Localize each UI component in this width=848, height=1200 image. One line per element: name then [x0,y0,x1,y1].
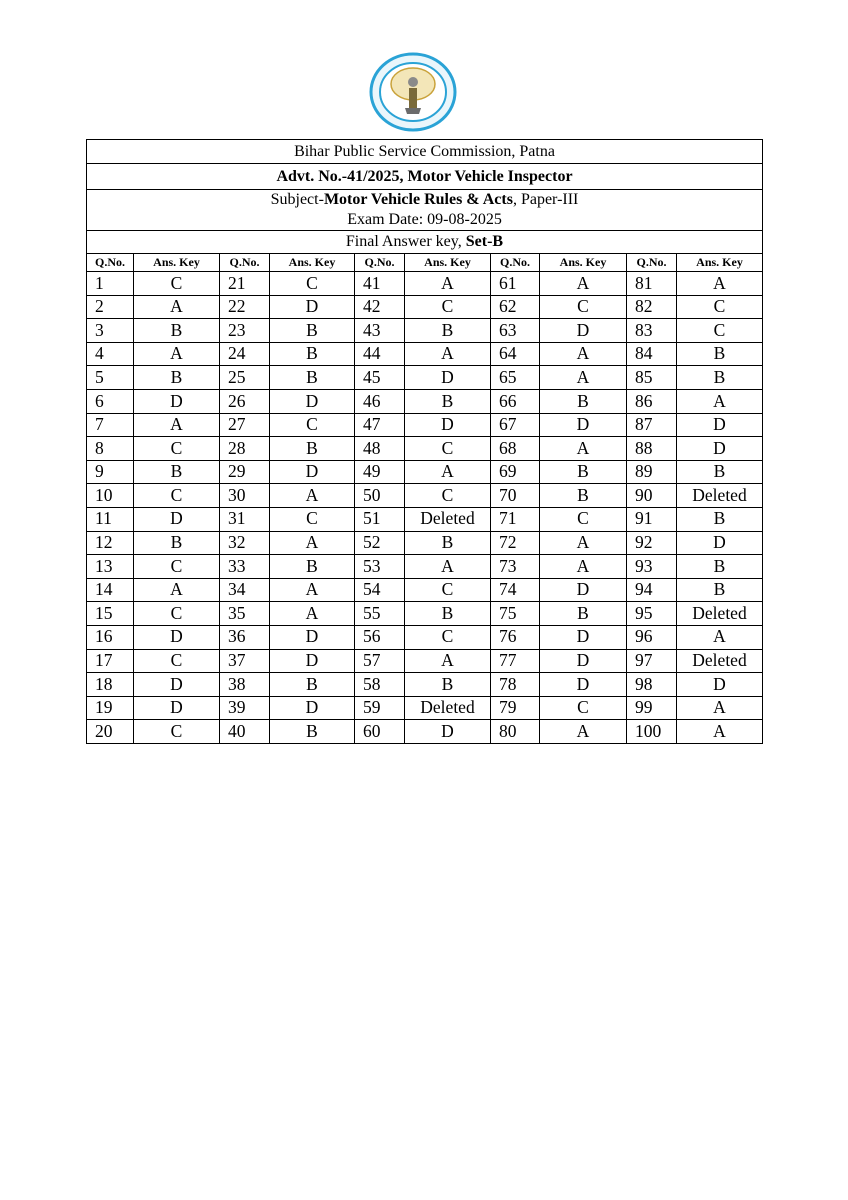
answer-key: Deleted [677,484,763,508]
table-row [87,413,763,437]
answer-key: D [270,295,355,319]
question-number: 62 [491,295,540,319]
question-number: 92 [627,531,677,555]
answer-key: B [540,484,627,508]
answer-key: D [270,625,355,649]
question-number: 87 [627,413,677,437]
table-row [87,319,763,343]
answer-key: A [134,342,220,366]
question-number: 98 [627,673,677,697]
question-number: 43 [355,319,405,343]
answer-key: D [540,673,627,697]
table-row [87,555,763,579]
subject-prefix: Subject- [270,191,324,208]
answer-key: B [270,720,355,744]
question-number: 76 [491,625,540,649]
question-number: 11 [87,507,134,531]
question-number: 71 [491,507,540,531]
question-number: 2 [87,295,134,319]
answer-key: B [270,319,355,343]
answer-key: C [540,696,627,720]
question-number: 79 [491,696,540,720]
question-number: 3 [87,319,134,343]
table-row [87,272,763,296]
answer-key: A [540,366,627,390]
org-title: Bihar Public Service Commission, Patna [87,140,763,164]
question-number: 63 [491,319,540,343]
subject-line [87,190,763,211]
question-number: 85 [627,366,677,390]
question-number: 68 [491,437,540,461]
answer-key: Deleted [677,649,763,673]
answer-key: A [540,531,627,555]
question-number: 65 [491,366,540,390]
table-row [87,366,763,390]
question-number: 41 [355,272,405,296]
answer-key: D [540,319,627,343]
question-number: 30 [220,484,270,508]
answer-key: D [134,673,220,697]
answer-key: B [677,555,763,579]
question-number: 6 [87,389,134,413]
table-row [87,531,763,555]
question-number: 18 [87,673,134,697]
col-header-qno: Q.No. [491,254,540,272]
answer-key: A [405,649,491,673]
answer-key: A [540,272,627,296]
answer-key: B [540,602,627,626]
col-header-ans-key: Ans. Key [270,254,355,272]
question-number: 95 [627,602,677,626]
question-number: 17 [87,649,134,673]
answer-key: A [677,625,763,649]
question-number: 20 [87,720,134,744]
answer-key: B [270,673,355,697]
question-number: 81 [627,272,677,296]
answer-key: Deleted [677,602,763,626]
question-number: 99 [627,696,677,720]
table-row [87,578,763,602]
table-row [87,625,763,649]
table-row [87,673,763,697]
answer-key: D [540,413,627,437]
question-number: 27 [220,413,270,437]
question-number: 94 [627,578,677,602]
answer-key: C [540,507,627,531]
answer-key: B [134,366,220,390]
question-number: 7 [87,413,134,437]
col-header-ans-key: Ans. Key [677,254,763,272]
question-number: 38 [220,673,270,697]
question-number: 9 [87,460,134,484]
answer-key: C [405,437,491,461]
answer-key: B [270,366,355,390]
question-number: 39 [220,696,270,720]
answer-key: A [540,342,627,366]
question-number: 50 [355,484,405,508]
answer-key: A [405,272,491,296]
answer-key: A [270,484,355,508]
question-number: 25 [220,366,270,390]
answer-key: A [134,413,220,437]
answer-key: D [405,366,491,390]
answer-key: Deleted [405,696,491,720]
answer-key: A [540,555,627,579]
question-number: 36 [220,625,270,649]
subject-suffix: , Paper-III [512,191,579,208]
question-number: 16 [87,625,134,649]
answer-key: Deleted [405,507,491,531]
question-number: 78 [491,673,540,697]
answer-key: B [677,578,763,602]
answer-key: B [677,460,763,484]
answer-key: B [405,389,491,413]
answer-key: B [540,460,627,484]
question-number: 84 [627,342,677,366]
answer-key: A [405,555,491,579]
answer-key: D [270,460,355,484]
table-row [87,484,763,508]
question-number: 100 [627,720,677,744]
question-number: 72 [491,531,540,555]
table-row [87,389,763,413]
answer-key: A [677,389,763,413]
table-row [87,460,763,484]
question-number: 46 [355,389,405,413]
bpsc-seal-icon [369,52,457,132]
answer-key: B [540,389,627,413]
question-number: 45 [355,366,405,390]
question-number: 64 [491,342,540,366]
question-number: 89 [627,460,677,484]
answer-key: D [270,389,355,413]
question-number: 5 [87,366,134,390]
answer-key: B [270,437,355,461]
answer-key: A [134,295,220,319]
question-number: 14 [87,578,134,602]
answer-key: C [405,484,491,508]
answer-key: C [134,602,220,626]
answer-key: A [270,531,355,555]
table-row [87,602,763,626]
answer-key: D [677,673,763,697]
answer-key: D [134,389,220,413]
question-number: 44 [355,342,405,366]
answer-key: A [540,437,627,461]
answer-key: B [134,460,220,484]
table-row [87,342,763,366]
answer-key: C [405,295,491,319]
answer-key: B [134,531,220,555]
answer-key: B [405,673,491,697]
answer-key: C [405,578,491,602]
col-header-qno: Q.No. [220,254,270,272]
table-row [87,295,763,319]
question-number: 1 [87,272,134,296]
question-number: 42 [355,295,405,319]
question-number: 49 [355,460,405,484]
answer-key: C [134,484,220,508]
answer-key: D [540,578,627,602]
column-header-row [87,254,763,272]
answer-key: A [677,696,763,720]
question-number: 93 [627,555,677,579]
question-number: 4 [87,342,134,366]
question-number: 59 [355,696,405,720]
question-number: 75 [491,602,540,626]
question-number: 23 [220,319,270,343]
answer-key: B [405,319,491,343]
col-header-qno: Q.No. [627,254,677,272]
answer-key: D [134,625,220,649]
answer-key-set [87,231,763,254]
question-number: 8 [87,437,134,461]
answer-key: B [405,531,491,555]
answer-key: D [405,413,491,437]
question-number: 35 [220,602,270,626]
answer-key: A [405,342,491,366]
question-number: 53 [355,555,405,579]
question-number: 26 [220,389,270,413]
question-number: 10 [87,484,134,508]
question-number: 88 [627,437,677,461]
answer-key: B [405,602,491,626]
question-number: 40 [220,720,270,744]
question-number: 58 [355,673,405,697]
answer-key: D [405,720,491,744]
question-number: 32 [220,531,270,555]
question-number: 54 [355,578,405,602]
question-number: 67 [491,413,540,437]
question-number: 47 [355,413,405,437]
table-row [87,649,763,673]
question-number: 60 [355,720,405,744]
question-number: 70 [491,484,540,508]
answer-key: A [677,720,763,744]
question-number: 19 [87,696,134,720]
answer-key: C [677,295,763,319]
answer-key: A [270,602,355,626]
question-number: 55 [355,602,405,626]
question-number: 31 [220,507,270,531]
col-header-qno: Q.No. [355,254,405,272]
question-number: 83 [627,319,677,343]
question-number: 82 [627,295,677,319]
answer-key: B [270,342,355,366]
question-number: 12 [87,531,134,555]
table-row [87,507,763,531]
answer-key: B [134,319,220,343]
answer-key: A [134,578,220,602]
question-number: 37 [220,649,270,673]
answer-key: D [270,649,355,673]
set-label: Set-B [465,233,504,250]
answer-key: C [270,413,355,437]
question-number: 97 [627,649,677,673]
answer-key: D [270,696,355,720]
question-number: 77 [491,649,540,673]
answer-key: C [677,319,763,343]
col-header-ans-key: Ans. Key [134,254,220,272]
answer-key: C [134,555,220,579]
table-row [87,696,763,720]
answer-key: D [677,531,763,555]
question-number: 34 [220,578,270,602]
advertisement-title: Advt. No.-41/2025, Motor Vehicle Inspector [87,164,763,190]
answer-key: C [134,649,220,673]
question-number: 29 [220,460,270,484]
answer-key: D [677,413,763,437]
answer-key: D [677,437,763,461]
question-number: 28 [220,437,270,461]
question-number: 66 [491,389,540,413]
answer-key: D [134,507,220,531]
answer-key: C [134,720,220,744]
answer-key: A [270,578,355,602]
col-header-ans-key: Ans. Key [405,254,491,272]
question-number: 73 [491,555,540,579]
question-number: 48 [355,437,405,461]
question-number: 61 [491,272,540,296]
question-number: 24 [220,342,270,366]
answer-key: A [405,460,491,484]
question-number: 69 [491,460,540,484]
table-row [87,720,763,744]
answer-key: B [677,342,763,366]
answer-key: C [270,507,355,531]
answer-key: A [677,272,763,296]
col-header-qno: Q.No. [87,254,134,272]
col-header-ans-key: Ans. Key [540,254,627,272]
answer-key: B [677,507,763,531]
question-number: 80 [491,720,540,744]
table-row [87,437,763,461]
question-number: 56 [355,625,405,649]
question-number: 57 [355,649,405,673]
subject-name: Motor Vehicle Rules & Acts [323,191,513,208]
question-number: 96 [627,625,677,649]
question-number: 22 [220,295,270,319]
answer-key: D [540,625,627,649]
answer-key-table [86,139,763,744]
answer-key: C [134,437,220,461]
question-number: 90 [627,484,677,508]
answer-key: D [540,649,627,673]
answer-key: C [134,272,220,296]
answer-key: B [677,366,763,390]
question-number: 13 [87,555,134,579]
question-number: 33 [220,555,270,579]
answer-key: C [270,272,355,296]
question-number: 21 [220,272,270,296]
answer-key: C [405,625,491,649]
question-number: 52 [355,531,405,555]
question-number: 15 [87,602,134,626]
answer-key: D [134,696,220,720]
exam-date: Exam Date: 09-08-2025 [87,210,763,231]
question-number: 51 [355,507,405,531]
answer-key: C [540,295,627,319]
answer-key: A [540,720,627,744]
answer-key: B [270,555,355,579]
question-number: 91 [627,507,677,531]
question-number: 74 [491,578,540,602]
question-number: 86 [627,389,677,413]
answer-key-label: Final Answer key, [345,233,466,250]
